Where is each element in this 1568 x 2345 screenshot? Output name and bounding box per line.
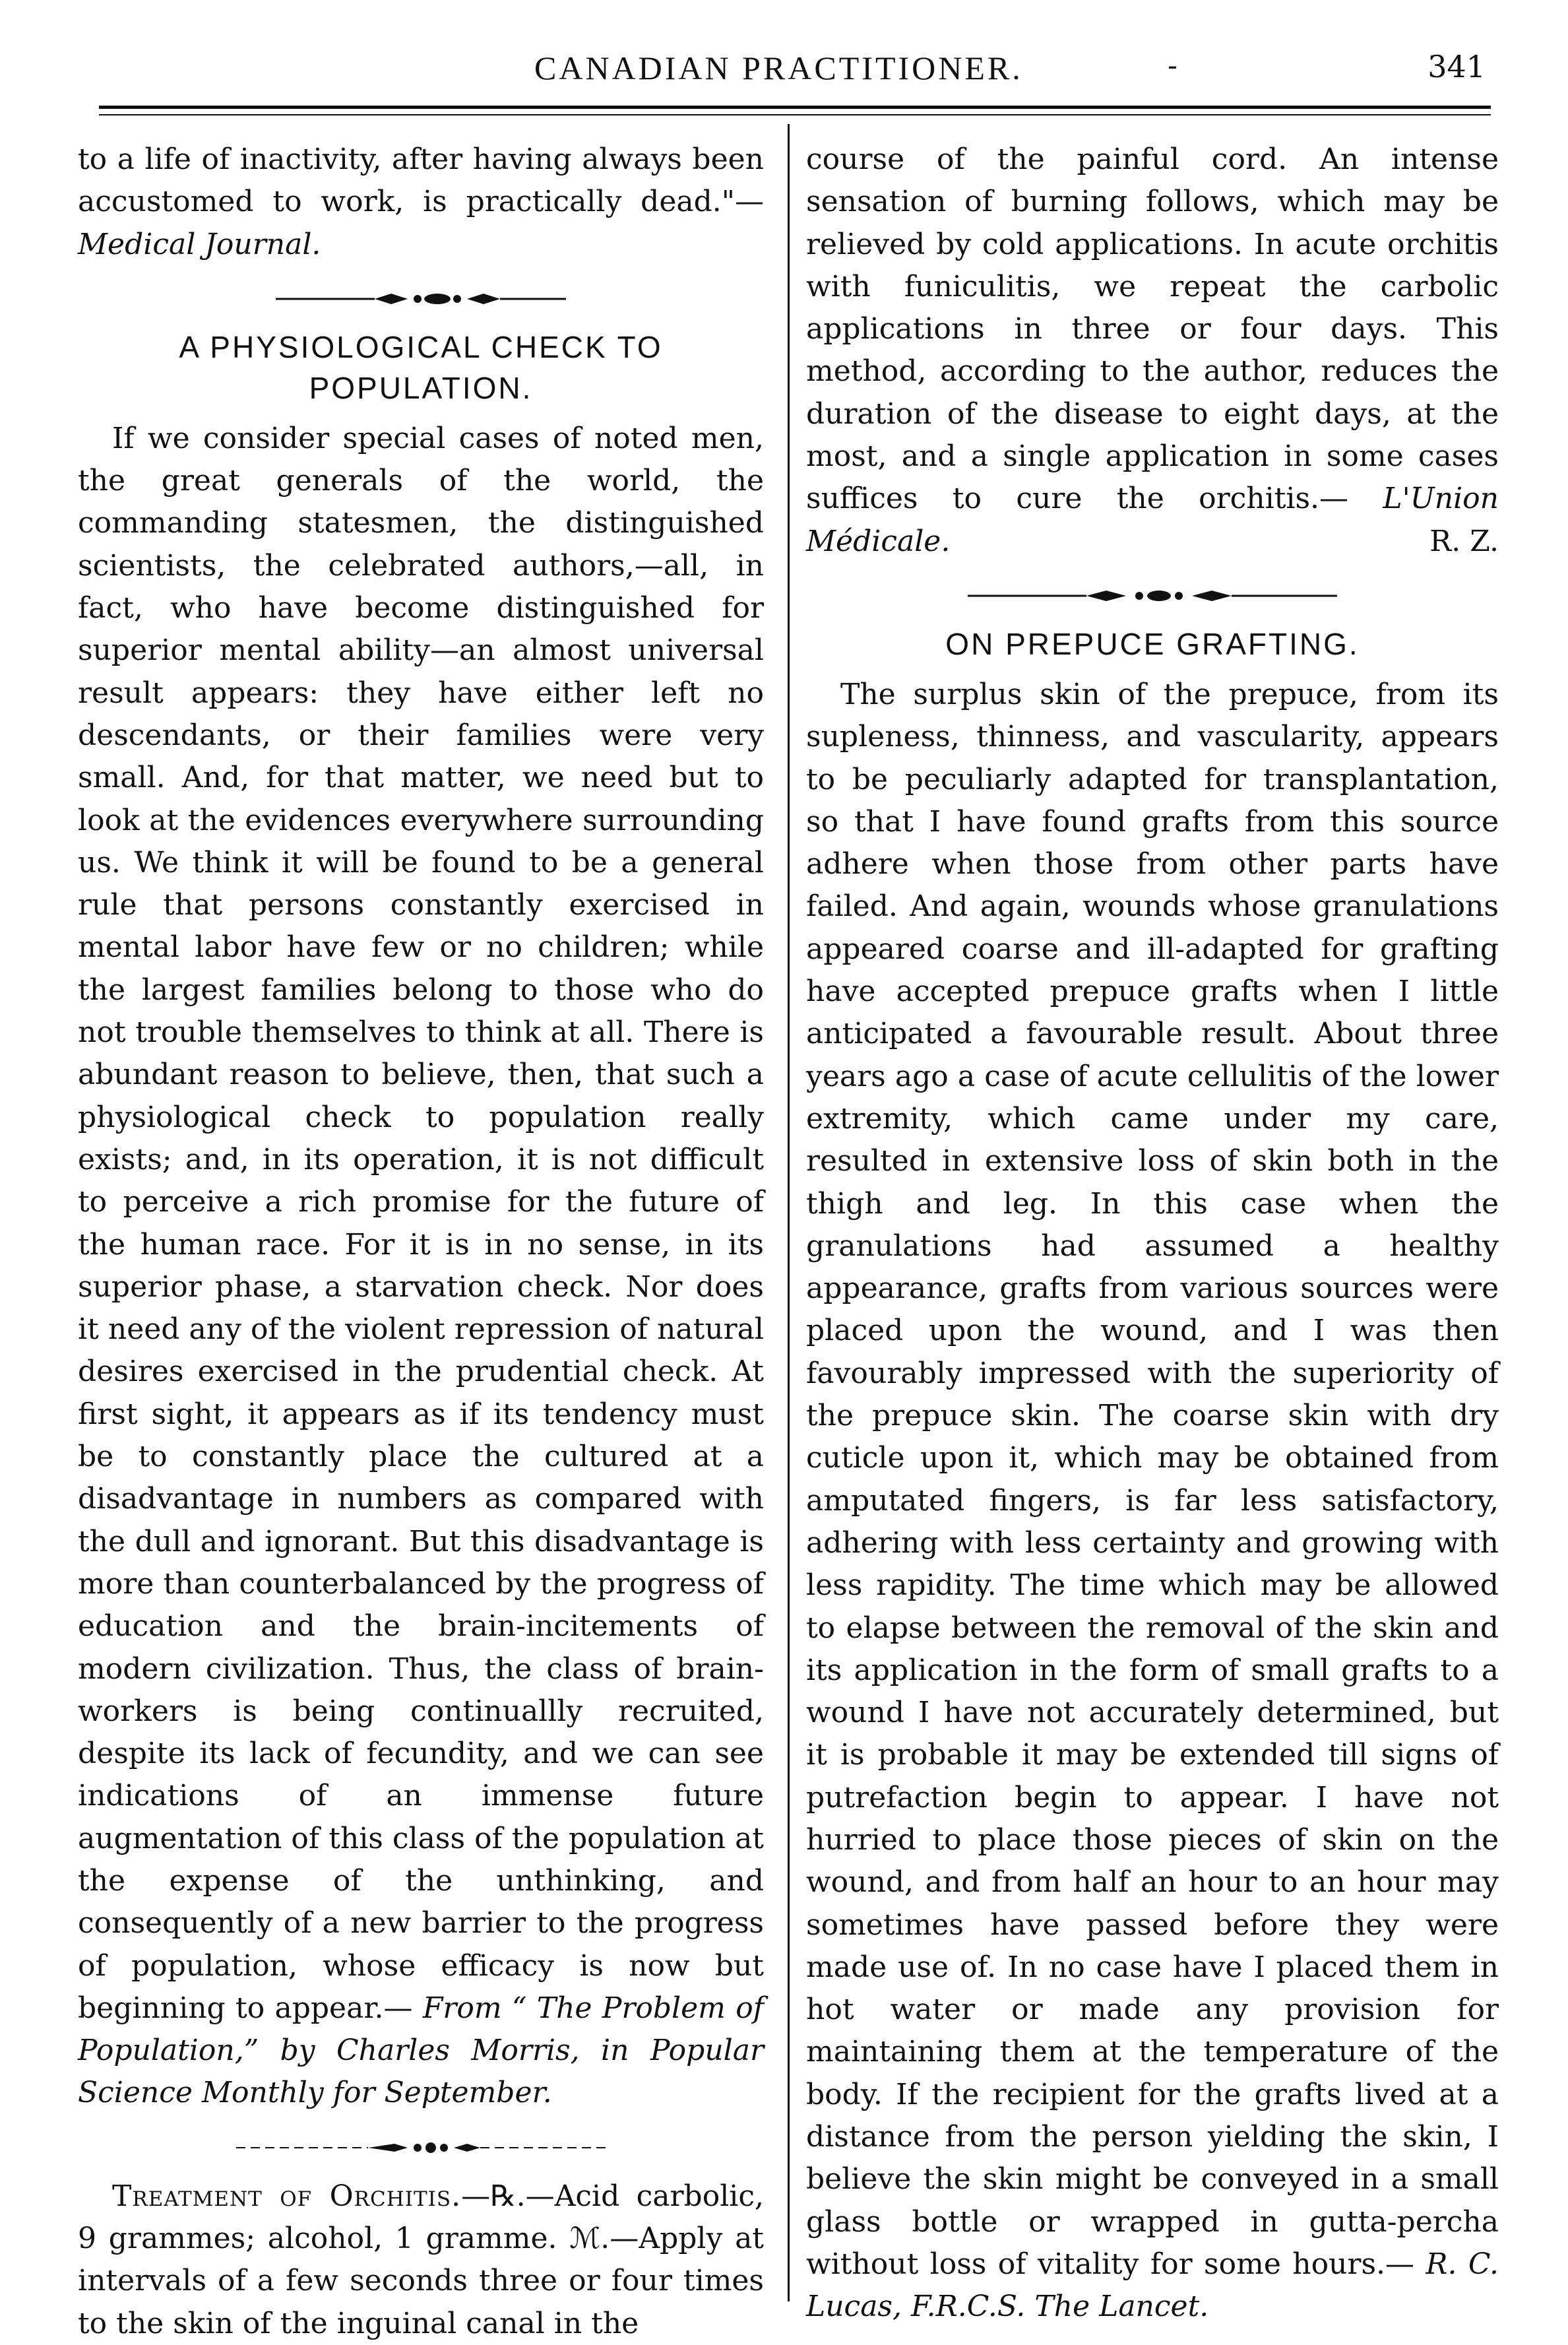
section-ornament [78,291,764,307]
ornament-flourish-icon [968,588,1337,604]
left-continued-text: to a life of inactivity, after having always been accustomed to work, is practically dead."— [78,143,764,219]
left-continued-source: Medical Journal. [78,227,321,261]
left-column [78,139,764,2345]
page-number: 341 [1427,49,1486,84]
prepuce-source: R. C. Lucas, F.R.C.S. The Lancet. [806,2247,1499,2324]
article-body-population [78,418,764,2115]
article-heading-population: A PHYSIOLOGICAL CHECK TO POPULATION. [179,329,663,405]
header-dash: - [1168,49,1177,82]
article-body-prepuce [806,674,1499,2329]
right-continued-initials: R. Z. [1429,524,1499,558]
ornament-flourish-icon [276,291,566,307]
column-divider [788,124,790,2301]
running-head [79,40,1497,99]
right-continued-paragraph [806,139,1499,563]
section-ornament [806,588,1499,604]
right-continued-text: course of the painful cord. An intense sensation of burning follows, which may be relieved by cold applications. In acute orchitis with funiculitis, we repeat the carbolic applications in three or four days. This method, according to the author, reduces the duration of the disease to eight days, at the most, and a single application in some cases suffices to cure the orchitis.— [806,143,1499,516]
orchitis-body-text: —℞.—Acid carbolic, 9 grammes; alcohol, 1 gramme. ℳ.—Apply at intervals of a few seconds three or four times to the skin of the inguinal canal in the [78,2179,764,2340]
section-ornament [78,2140,764,2156]
orchitis-run-in-title: Treatment of Orchitis. [112,2179,462,2213]
population-body-text: If we consider special cases of noted men, the great generals of the world, the commanding statesmen, the distinguished scientists, the celebrated authors,—all, in fact, who have become distinguished for superior mental ability—an almost universal result appears: they have either left no descendants, or their families were very small. And, for that matter, we need but to look at the evidences everywhere surrounding us. We think it will be found to be a general rule that persons constantly exercised in mental labor have few or no children; while the largest families belong to those who do not trouble themselves to think at all. There is abundant reason to believe, then, that such a physiological check to population really exists; and, in its operation, it is not difficult to perceive a rich promise for the future of the human race. For it is in no sense, in its superior phase, a starvation check. Nor does it need any of the violent repression of natural desires exercised in the prudential check. At first sight, it appears as if its tendency must be to constantly place the cultured at a disadvantage in numbers as compared with the dull and ignorant. But this disadvantage is more than counterbalanced by the progress of education and the brain-incitements of modern civilization. Thus, the class of brain-workers is being continuallly recruited, despite its lack of fecundity, and we can see indications of an immense future augmentation of this class of the population at the expense of the unthinking, and consequently of a new barrier to the progress of population, whose efficacy is now but beginning to appear.— [78,421,764,2025]
article-body-orchitis [78,2175,764,2345]
journal-title: CANADIAN PRACTITIONER. [534,49,1023,86]
header-rule-thin [99,114,1491,115]
header-rule-thick [99,106,1491,109]
prepuce-body-text: The surplus skin of the prepuce, from its supleness, thinness, and vascularity, appears to be peculiarly adapted for transplantation, so that I have found grafts from this source adhere when those from other parts have failed. And again, wounds whose granulations appeared coarse and ill-adapted for grafting have accepted prepuce grafts when I little anticipated a favourable result. About three years ago a case of acute cellulitis of the lower extremity, which came under my care, resulted in extensive loss of skin both in the thigh and leg. In this case when the granulations had assumed a healthy appearance, grafts from various sources were placed upon the wound, and I was then favourably impressed with the superiority of the prepuce skin. The coarse skin with dry cuticle upon it, which may be obtained from amputated fingers, is far less satisfactory, adhering with less certainty and growing with less rapidity. The time which may be allowed to elapse between the removal of the skin and its application in the form of small grafts to a wound I have not accurately determined, but it is probable it may be extended till signs of putrefaction begin to appear. I have not hurried to place those pieces of skin on the wound, and from half an hour to an hour may sometimes have passed before they were made use of. In no case have I placed them in hot water or made any provision for maintaining them at the temperature of the body. If the recipient for the grafts lived at a distance from the person yielding the skin, I believe the skin might be conveyed in a small glass bottle or wrapped in gutta-percha without loss of vitality for some hours.— [806,677,1499,2281]
left-continued-paragraph [78,139,764,266]
population-source: From “ The Problem of Population,” by Charles Morris, in Popular Science Monthly for September. [78,1991,764,2110]
right-continued-source: L'Union Médicale. [806,482,1499,558]
right-column [806,139,1499,2329]
article-heading-prepuce: ON PREPUCE GRAFTING. [945,626,1360,661]
ornament-dashed-icon [236,2140,606,2156]
